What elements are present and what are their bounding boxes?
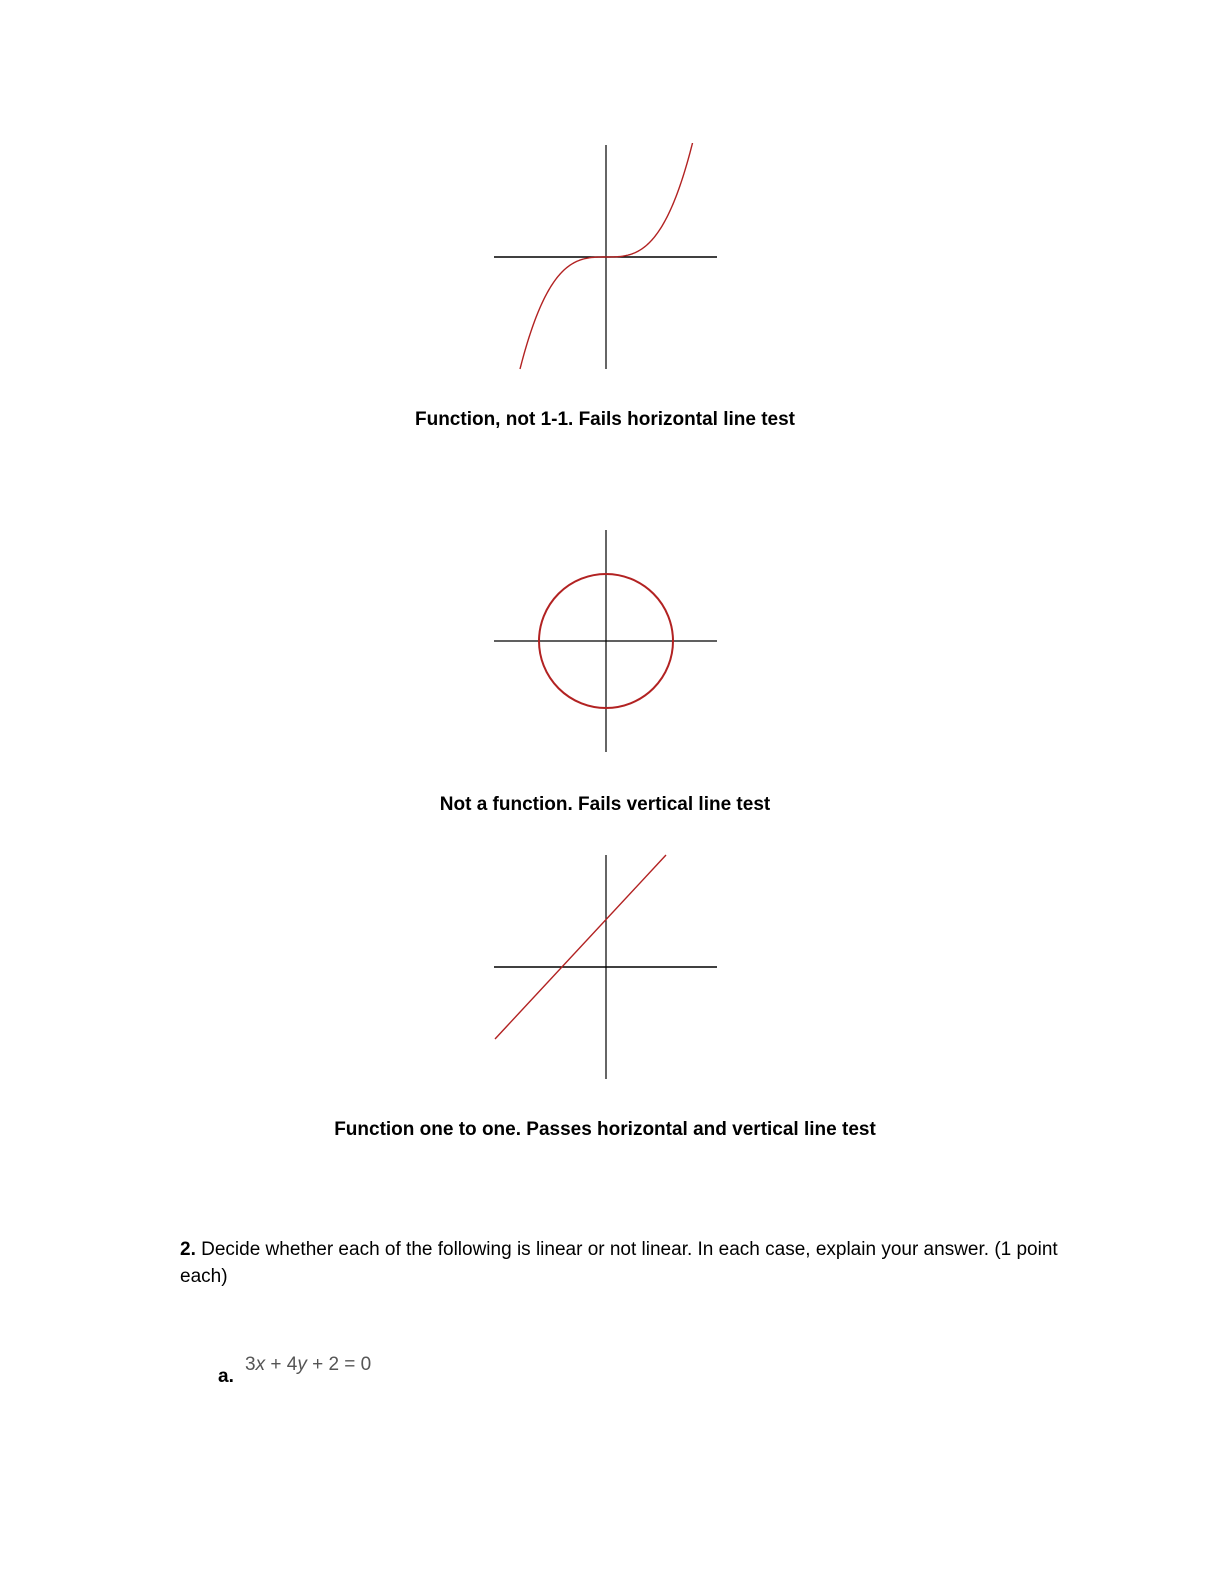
- cubic-graph: [490, 143, 720, 371]
- graph-1-caption: Function, not 1-1. Fails horizontal line test: [414, 409, 796, 430]
- graph-2-caption: Not a function. Fails vertical line test: [439, 794, 771, 815]
- equation-part: 3: [245, 1354, 256, 1375]
- equation-variable-y: y: [297, 1354, 307, 1375]
- question-text: Decide whether each of the following is linear or not linear. In each case, explain your answer. (1 point each): [180, 1239, 1058, 1287]
- linear-curve: [495, 855, 666, 1039]
- question-number: 2.: [180, 1239, 196, 1260]
- item-a-label: a.: [218, 1366, 234, 1387]
- graph-3-caption: Function one to one. Passes horizontal and vertical line test: [334, 1119, 876, 1140]
- equation-part: + 4: [265, 1354, 298, 1375]
- circle-graph: [490, 528, 720, 754]
- equation-part: + 2 = 0: [306, 1354, 372, 1375]
- equation-variable-x: x: [255, 1354, 266, 1375]
- line-graph: [490, 853, 720, 1081]
- item-a-equation: [245, 1354, 371, 1376]
- question-2: [180, 1236, 1060, 1290]
